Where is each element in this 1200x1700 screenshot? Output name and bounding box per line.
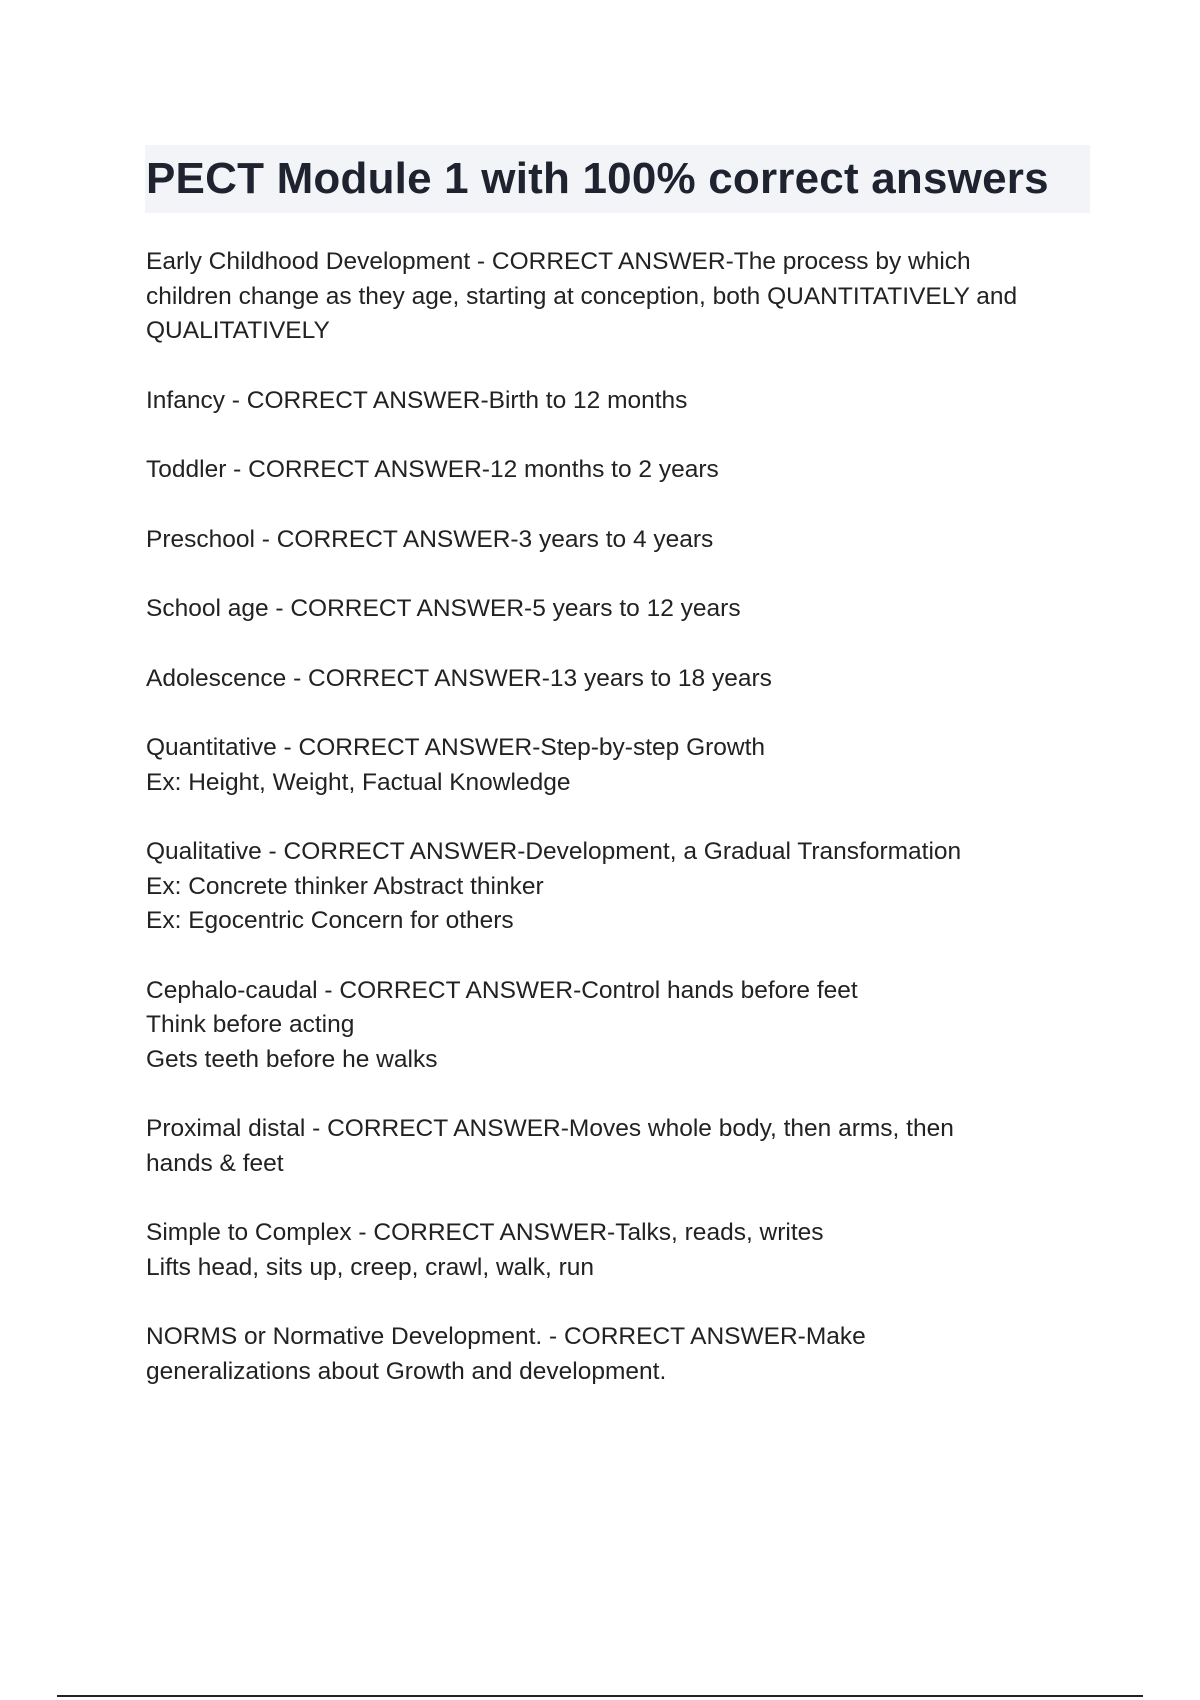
entry-line: Adolescence - CORRECT ANSWER-13 years to 18 years [146,664,772,692]
entry-line: Lifts head, sits up, creep, crawl, walk, run [146,1253,594,1281]
footer-divider [57,1695,1143,1697]
qa-entry [146,1320,1086,1389]
qa-entry [146,731,1086,800]
entry-line: Toddler - CORRECT ANSWER-12 months to 2 years [146,456,719,483]
entry-line: Gets teeth before he walks [146,1045,438,1073]
qa-entry [146,523,1086,558]
entry-line: School age - CORRECT ANSWER-5 years to 12 years [146,595,741,622]
entry-line: Early Childhood Development - CORRECT ANSWER-The process by which [146,248,971,275]
entry-line: Proximal distal - CORRECT ANSWER-Moves whole body, then arms, then [146,1115,954,1142]
entry-line: Ex: Concrete thinker Abstract thinker [146,872,544,900]
document-title: PECT Module 1 with 100% correct answers [146,154,1049,203]
qa-entry [146,835,1086,939]
qa-entry [146,662,1086,697]
entry-line: Qualitative - CORRECT ANSWER-Development, a Gradual Transformation [146,838,962,865]
entry-line: generalizations about Growth and development. [146,1357,667,1385]
entry-line: hands & feet [146,1149,284,1177]
entry-line: NORMS or Normative Development. - CORRECT ANSWER-Make [146,1323,866,1350]
entry-line: Ex: Height, Weight, Factual Knowledge [146,768,571,796]
entry-line: Infancy - CORRECT ANSWER-Birth to 12 months [146,386,688,414]
qa-entry [146,384,1086,419]
qa-entry [146,592,1086,627]
entry-line: Ex: Egocentric Concern for others [146,907,514,934]
entry-line: QUALITATIVELY [146,317,330,344]
entry-line: Preschool - CORRECT ANSWER-3 years to 4 years [146,525,714,553]
qa-entry-list [146,245,1086,1424]
qa-entry [146,453,1086,488]
qa-entry [146,245,1086,349]
entry-line: Think before acting [146,1011,355,1038]
entry-line: Quantitative - CORRECT ANSWER-Step-by-step Growth [146,734,766,761]
entry-line: Simple to Complex - CORRECT ANSWER-Talks, reads, writes [146,1219,824,1246]
entry-line: Cephalo-caudal - CORRECT ANSWER-Control hands before feet [146,976,858,1004]
qa-entry [146,1112,1086,1181]
qa-entry [146,974,1086,1078]
entry-line: children change as they age, starting at conception, both QUANTITATIVELY and [146,282,1018,310]
qa-entry [146,1216,1086,1285]
